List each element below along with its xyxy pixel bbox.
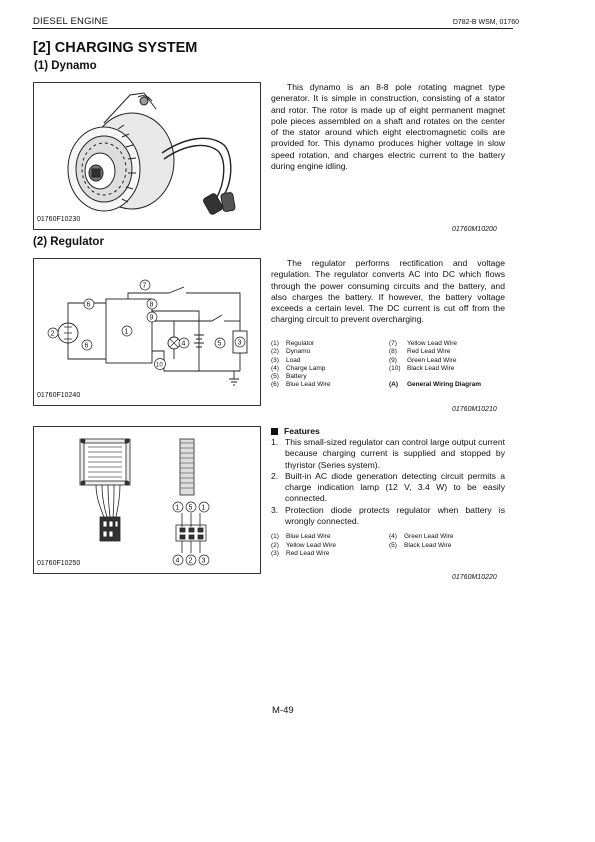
svg-text:10: 10 bbox=[156, 362, 163, 369]
label-9 bbox=[147, 312, 157, 322]
legend-num: (1) bbox=[271, 340, 279, 347]
bullet-square-icon bbox=[271, 428, 278, 435]
legend-num: (9) bbox=[389, 356, 397, 364]
svg-text:3: 3 bbox=[237, 339, 242, 347]
legend-num: (4) bbox=[271, 364, 279, 372]
features-legend bbox=[271, 533, 511, 558]
regulator-paragraph: The regulator performs rectification and voltage regulation. The regulator converts AC into DC which flows through the power consuming circuits and the battery, and also charges the battery. If however, the battery voltage exceeds a certain level. The DC current is cut off from the charging circuit to prevent overcharging. bbox=[271, 258, 505, 325]
legend-label: Charge Lamp bbox=[286, 364, 326, 372]
header-title: DIESEL ENGINE bbox=[33, 16, 109, 27]
legend-row bbox=[271, 348, 511, 356]
dynamo-ref-code: 01760M10200 bbox=[452, 226, 497, 233]
legend-label: Green Lead Wire bbox=[404, 533, 454, 541]
legend-label: Red Lead Wire bbox=[286, 549, 330, 557]
page-number: M-49 bbox=[272, 705, 294, 716]
svg-text:3: 3 bbox=[201, 557, 206, 565]
legend-label: Load bbox=[286, 356, 301, 364]
regulator-ref-code: 01760M10210 bbox=[452, 406, 497, 413]
legend-row bbox=[271, 365, 511, 373]
legend-num: (2) bbox=[271, 541, 279, 549]
label-1 bbox=[122, 326, 132, 336]
feature-number: 2. bbox=[271, 470, 279, 481]
legend-num: (3) bbox=[271, 356, 279, 364]
regulator-legend bbox=[271, 340, 511, 390]
legend-label: Blue Lead Wire bbox=[286, 533, 331, 541]
legend-num: (5) bbox=[389, 541, 397, 549]
regulator-parts-figure bbox=[33, 426, 261, 574]
svg-text:6: 6 bbox=[84, 342, 89, 350]
dynamo-figure-label: 01760F10230 bbox=[37, 216, 81, 223]
header-rule bbox=[32, 28, 513, 29]
legend-label: Yellow Lead Wire bbox=[407, 340, 457, 347]
svg-text:6: 6 bbox=[86, 301, 91, 309]
feature-text: Built-in AC diode generation detecting circuit permits a charge indication lamp (12 V, 3.4 W) to be easily connected. bbox=[285, 470, 505, 504]
feature-text: This small-sized regulator can control large output current because charging current is supplied and stopped by thyristor (Series system). bbox=[285, 437, 505, 470]
label-8 bbox=[147, 299, 157, 309]
svg-text:2: 2 bbox=[50, 330, 55, 338]
label-5 bbox=[215, 338, 225, 348]
svg-text:5: 5 bbox=[188, 504, 193, 512]
regulator-parts-illustration bbox=[34, 427, 260, 573]
legend-label: Black Lead Wire bbox=[404, 541, 452, 549]
svg-text:7: 7 bbox=[142, 282, 147, 290]
legend-label: General Wiring Diagram bbox=[407, 381, 481, 389]
connector-label-top-5 bbox=[186, 502, 196, 512]
legend-num bbox=[389, 373, 407, 381]
label-3 bbox=[235, 337, 245, 347]
label-6-bottom bbox=[82, 340, 92, 350]
legend-num: (1) bbox=[271, 533, 279, 541]
legend-num: (3) bbox=[271, 549, 279, 557]
features-heading bbox=[271, 426, 505, 436]
svg-text:1: 1 bbox=[175, 504, 180, 512]
svg-text:4: 4 bbox=[175, 557, 180, 565]
header-doc-code: D782-B WSM, 01760 bbox=[452, 19, 519, 26]
legend-num: (A) bbox=[389, 381, 399, 389]
legend-row bbox=[271, 542, 511, 550]
legend-label: Green Lead Wire bbox=[407, 356, 457, 364]
dynamo-figure bbox=[33, 82, 261, 230]
legend-num: (8) bbox=[389, 348, 397, 356]
parts-figure-label: 01760F10250 bbox=[37, 560, 81, 567]
feature-item bbox=[271, 437, 505, 471]
feature-item bbox=[271, 471, 505, 505]
dynamo-illustration bbox=[34, 83, 260, 229]
feature-number: 3. bbox=[271, 504, 279, 515]
wiring-diagram bbox=[34, 259, 260, 405]
label-7 bbox=[140, 280, 150, 290]
legend-row bbox=[271, 357, 511, 365]
legend-row bbox=[271, 381, 511, 389]
legend-label: Dynamo bbox=[286, 348, 311, 356]
legend-label: Red Lead Wire bbox=[407, 348, 451, 356]
feature-text: Protection diode protects regulator when battery is wrongly connected. bbox=[285, 504, 505, 527]
legend-label: Blue Lead Wire bbox=[286, 381, 331, 389]
legend-num: (2) bbox=[271, 348, 279, 356]
legend-label: Battery bbox=[286, 373, 307, 381]
svg-text:1: 1 bbox=[124, 328, 129, 336]
connector-label-top-1b bbox=[199, 502, 209, 512]
label-4 bbox=[179, 338, 189, 348]
dynamo-heading: (1) Dynamo bbox=[34, 60, 97, 72]
label-6-top bbox=[84, 299, 94, 309]
features-ref-code: 01760M10220 bbox=[452, 574, 497, 581]
dynamo-paragraph: This dynamo is an 8-8 pole rotating magnet type generator. It is simple in construction, consisting of a stator and rotor. The rotor is made up of eight permanent magnet pole pieces assembled on a shaft and rotates on the center of the stator around which eight electromagnetic coils are provided for. This dynamo produces higher voltage in slow speed rotation, and charges electric current to the battery during engine idling. bbox=[271, 82, 505, 172]
label-10 bbox=[155, 359, 166, 370]
svg-text:4: 4 bbox=[181, 340, 186, 348]
svg-text:9: 9 bbox=[149, 314, 154, 322]
svg-text:2: 2 bbox=[188, 557, 193, 565]
features-heading-text: Features bbox=[284, 426, 320, 436]
svg-text:8: 8 bbox=[149, 301, 154, 309]
feature-item bbox=[271, 505, 505, 528]
legend-num: (4) bbox=[389, 533, 397, 541]
legend-num bbox=[389, 550, 404, 558]
regulator-description bbox=[271, 258, 505, 326]
ground-symbol bbox=[229, 371, 239, 385]
legend-label: Regulator bbox=[286, 340, 315, 347]
legend-num: (5) bbox=[271, 373, 279, 381]
label-2 bbox=[48, 328, 58, 338]
legend-row bbox=[271, 550, 511, 558]
legend-row bbox=[271, 340, 511, 348]
legend-num: (10) bbox=[389, 364, 401, 372]
connector-label-bottom-4 bbox=[173, 555, 183, 565]
connector-label-bottom-2 bbox=[186, 555, 196, 565]
connector-label-top-1 bbox=[173, 502, 183, 512]
features-section bbox=[271, 426, 505, 558]
svg-text:5: 5 bbox=[217, 340, 222, 348]
legend-num: (7) bbox=[389, 340, 397, 347]
connector-label-bottom-3 bbox=[199, 555, 209, 565]
legend-row bbox=[271, 373, 511, 381]
regulator-figure-label: 01760F10240 bbox=[37, 392, 81, 399]
feature-number: 1. bbox=[271, 437, 279, 447]
legend-row bbox=[271, 533, 511, 541]
regulator-heading: (2) Regulator bbox=[33, 236, 104, 248]
svg-text:1: 1 bbox=[201, 504, 206, 512]
section-title: [2] CHARGING SYSTEM bbox=[33, 40, 198, 56]
legend-num: (6) bbox=[271, 381, 279, 389]
dynamo-description bbox=[271, 82, 505, 172]
legend-label: Yellow Lead Wire bbox=[286, 541, 336, 549]
features-list bbox=[271, 437, 505, 527]
legend-label: Black Lead Wire bbox=[407, 364, 455, 372]
regulator-wiring-figure bbox=[33, 258, 261, 406]
